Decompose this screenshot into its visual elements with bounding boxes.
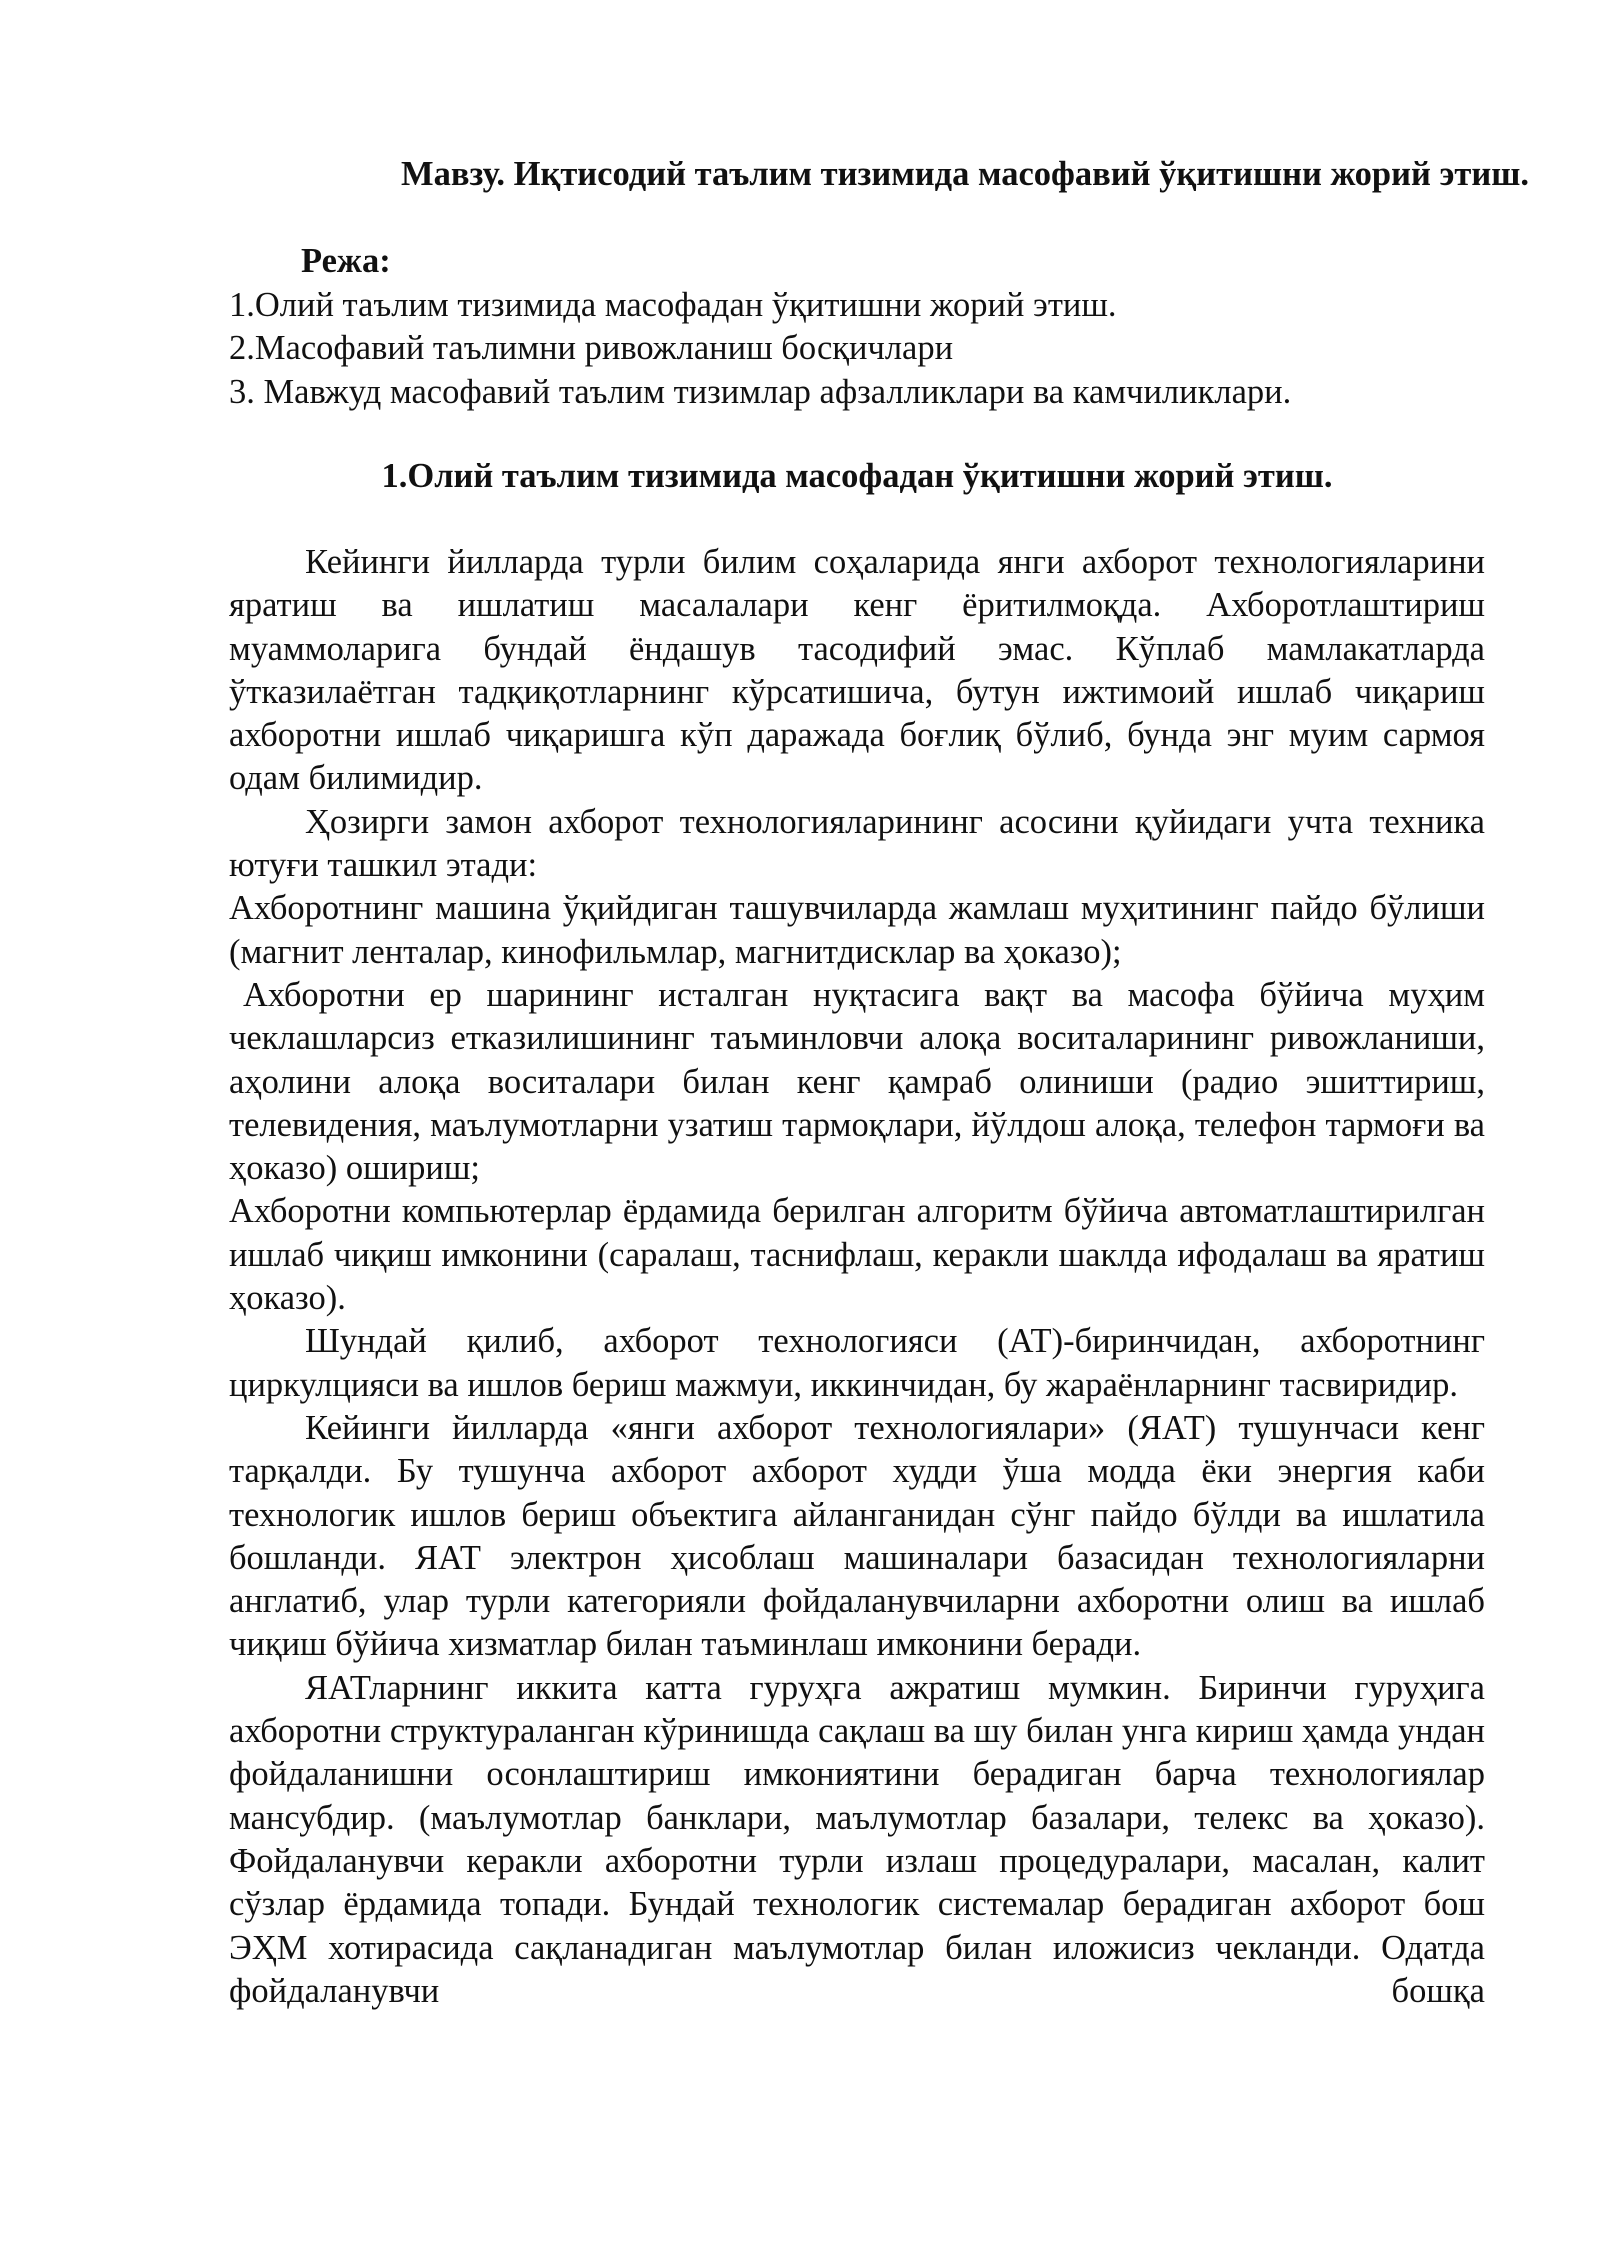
paragraph: Кейинги йилларда турли билим соҳаларида янги ахборот технологияларини яратиш ва ишлатиш масалалари кенг ёритилмоқда. Ахборотлаштириш муаммоларига бундай ёндашув тасодифий эмас. Кўплаб мамлакатларда ўтказилаётган тадқиқотларнинг кўрсатишича, бутун ижтимоий ишлаб чиқариш ахборотни ишлаб чиқаришга кўп даражада боғлиқ бўлиб, бунда энг муим сармоя одам билимидир. — [229, 543, 1485, 798]
paragraph: Кейинги йилларда «янги ахборот технологиялари» (ЯАТ) тушунчаси кенг тарқалди. Бу тушунча ахборот ахборот худди ўша модда ёки энергия каби технологик ишлов бериш объектига айланганидан сўнг пайдо бўлди ва ишлатила бошланди. ЯАТ электрон ҳисоблаш машиналари базасидан технологияларни англатиб, улар турли категорияли фойдаланувчиларни ахборотни олиш ва ишлаб чиқиш бўйича хизматлар билан таъминлаш имконини беради. — [229, 1408, 1485, 1664]
plan-list — [229, 284, 1485, 414]
paragraph: Ахборотнинг машина ўқийдиган ташувчиларда жамлаш муҳитининг пайдо бўлиши (магнит ленталар, кинофильмлар, магнитдисклар ва ҳоказо); — [229, 889, 1485, 971]
paragraph: Ҳозирги замон ахборот технологияларининг асосини қуйидаги учта техника ютуғи ташкил этади: — [229, 802, 1485, 885]
section-heading: 1.Олий таълим тизимида масофадан ўқитишни жорий этиш. — [381, 457, 1333, 495]
paragraph: Ахборотни ер шарининг исталган нуқтасига вақт ва масофа бўйича муҳим чеклашларсиз етказилишининг таъминловчи алоқа воситаларининг ривожланиши, аҳолини алоқа воситалари билан кенг қамраб олиниши (радио эшиттириш, телевидения, маълумотларни узатиш тармоқлари, йўлдош алоқа, телефон тармоғи ва ҳоказо) ошириш; — [229, 975, 1485, 1188]
plan-item: 1.Олий таълим тизимида масофадан ўқитишни жорий этиш. — [229, 286, 1117, 324]
plan-item: 3. Мавжуд масофавий таълим тизимлар афзалликлари ва камчиликлари. — [229, 372, 1292, 411]
body-text — [229, 541, 1485, 2013]
paragraph: Шундай қилиб, ахборот технологияси (АТ)-биринчидан, ахборотнинг циркулцияси ва ишлов бериш мажмуи, иккинчидан, бу жараёнларнинг тасвиридир. — [229, 1322, 1485, 1404]
plan-label: Режа: — [301, 242, 391, 280]
document-title: Мавзу. Иқтисодий таълим тизимида масофавий ўқитишни жорий этиш. — [401, 155, 1529, 193]
plan-item: 2.Масофавий таълимни ривожланиш босқичлари — [229, 329, 954, 368]
paragraph: Ахборотни компьютерлар ёрдамида берилган алгоритм бўйича автоматлаштирилган ишлаб чиқиш имконини (саралаш, таснифлаш, керакли шаклда ифодалаш ва яратиш ҳоказо). — [229, 1192, 1485, 1318]
paragraph: ЯАТларнинг иккита катта гуруҳга ажратиш мумкин. Биринчи гуруҳига ахборотни структураланган кўринишда сақлаш ва шу билан унга кириш ҳамда ундан фойдаланишни осонлаштириш имкониятини берадиган барча технологиялар мансубдир. (маълумотлар банклари, маълумотлар базалари, телекс ва ҳоказо). Фойдаланувчи керакли ахборотни турли излаш процедуралари, масалан, калит сўзлар ёрдамида топади. Бундай технологик системалар берадиган ахборот бош ЭҲМ хотирасида сақланадиган маълумотлар билан иложисиз чекланди. Одатда фойдаланувчи бошқа — [229, 1668, 1485, 2010]
